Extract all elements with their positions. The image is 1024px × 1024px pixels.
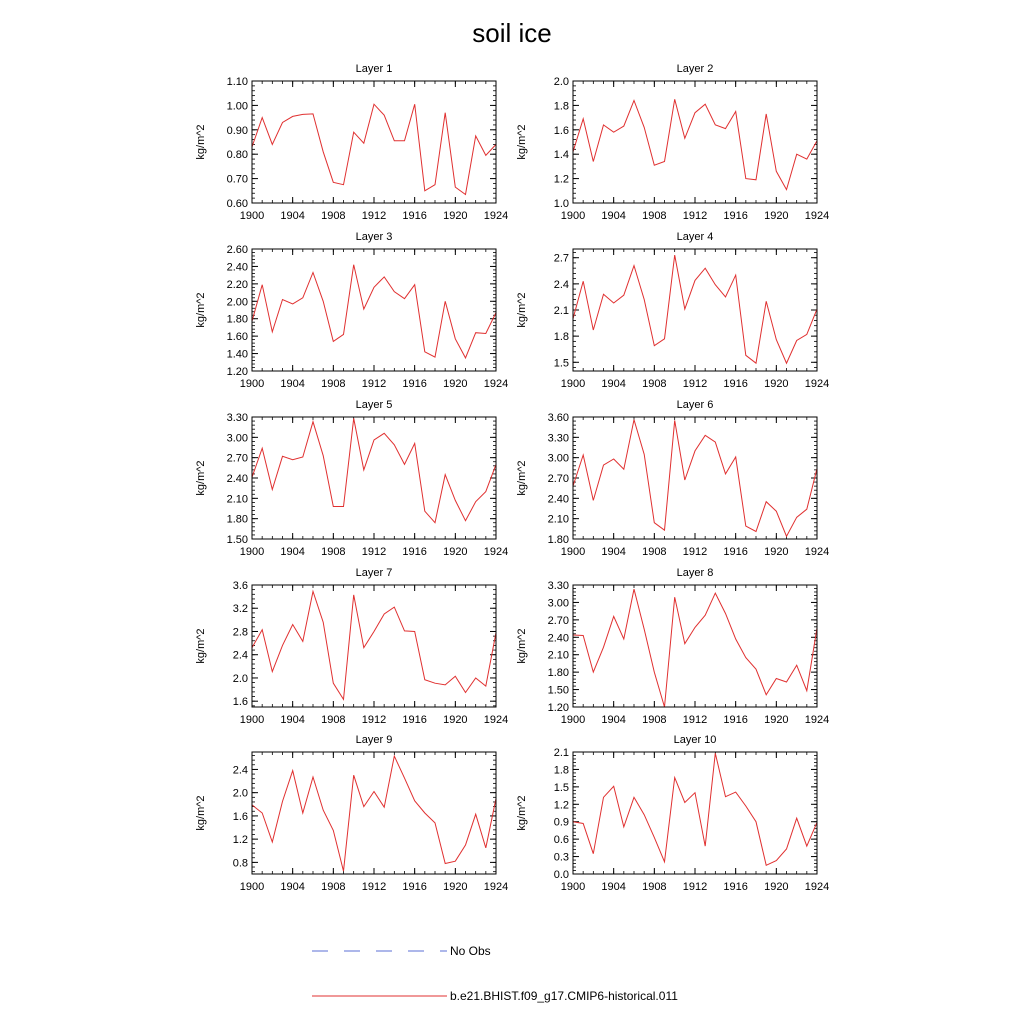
y-tick-label: 1.50 <box>226 534 248 546</box>
y-tick-label: 3.2 <box>232 603 248 616</box>
series-line <box>252 104 496 194</box>
x-tick-label: 1900 <box>239 210 265 222</box>
panel-layer-6 <box>516 399 829 558</box>
x-tick-label: 1920 <box>443 881 468 893</box>
x-tick-label: 1904 <box>280 378 305 390</box>
y-tick-label: 2.0 <box>232 787 248 800</box>
panels <box>195 63 829 893</box>
x-tick-label: 1916 <box>402 378 427 390</box>
plot-frame <box>252 752 496 874</box>
legend <box>312 944 678 1003</box>
y-tick-label: 1.6 <box>232 696 248 709</box>
y-tick-label: 3.60 <box>547 412 569 424</box>
y-tick-label: 1.80 <box>547 667 569 680</box>
x-tick-label: 1912 <box>361 546 387 558</box>
y-tick-label: 0.8 <box>232 857 248 870</box>
y-tick-label: 3.30 <box>547 580 569 592</box>
x-tick-label: 1912 <box>361 210 387 222</box>
y-tick-label: 1.40 <box>226 348 248 361</box>
y-tick-label: 1.80 <box>547 534 569 546</box>
x-tick-label: 1924 <box>483 881 509 893</box>
y-tick-label: 2.70 <box>547 473 569 485</box>
x-tick-label: 1920 <box>764 378 789 390</box>
panel-layer-4 <box>516 231 829 390</box>
x-tick-label: 1908 <box>321 210 346 222</box>
y-tick-label: 2.60 <box>226 244 248 256</box>
x-tick-label: 1916 <box>402 881 427 893</box>
x-tick-label: 1900 <box>560 714 586 726</box>
y-tick-label: 0.60 <box>226 198 248 210</box>
y-tick-label: 1.00 <box>226 100 248 113</box>
x-tick-label: 1912 <box>682 378 708 390</box>
panel-layer-10 <box>516 734 829 893</box>
x-tick-label: 1924 <box>804 546 830 558</box>
y-tick-label: 1.2 <box>553 173 569 186</box>
y-tick-label: 1.20 <box>547 702 569 714</box>
x-tick-label: 1908 <box>642 881 667 893</box>
x-tick-label: 1920 <box>443 714 468 726</box>
x-tick-label: 1904 <box>280 210 305 222</box>
x-tick-label: 1908 <box>642 210 667 222</box>
x-tick-label: 1912 <box>361 378 387 390</box>
series-line <box>573 753 817 865</box>
y-tick-label: 3.30 <box>547 432 569 445</box>
panel-title: Layer 5 <box>355 399 393 411</box>
y-axis-label: kg/m^2 <box>195 795 207 831</box>
x-tick-label: 1920 <box>443 210 468 222</box>
series-line <box>573 255 817 363</box>
y-tick-label: 3.00 <box>547 452 569 465</box>
y-tick-label: 1.80 <box>226 313 248 326</box>
x-tick-label: 1920 <box>443 546 468 558</box>
x-tick-label: 1924 <box>483 378 509 390</box>
y-tick-label: 2.7 <box>553 252 569 265</box>
y-tick-label: 1.60 <box>226 331 248 344</box>
x-tick-label: 1904 <box>601 546 626 558</box>
x-tick-label: 1908 <box>642 714 667 726</box>
x-tick-label: 1924 <box>804 378 830 390</box>
x-tick-label: 1912 <box>361 714 387 726</box>
panel-layer-8 <box>516 567 829 726</box>
x-tick-label: 1904 <box>601 378 626 390</box>
y-tick-label: 1.10 <box>226 76 248 88</box>
y-tick-label: 1.2 <box>553 799 569 812</box>
y-axis-label: kg/m^2 <box>195 124 207 160</box>
x-tick-label: 1904 <box>601 881 626 893</box>
plot-frame <box>573 81 817 203</box>
panel-layer-5 <box>195 399 508 558</box>
panel-title: Layer 1 <box>355 63 393 75</box>
panel-title: Layer 3 <box>355 231 393 243</box>
plot-frame <box>573 585 817 707</box>
x-tick-label: 1900 <box>239 378 265 390</box>
series-line <box>252 591 496 699</box>
x-tick-label: 1904 <box>280 881 305 893</box>
y-tick-label: 3.30 <box>226 412 248 424</box>
x-tick-label: 1924 <box>483 714 509 726</box>
panel-title: Layer 7 <box>355 567 393 579</box>
x-tick-label: 1908 <box>321 546 346 558</box>
y-tick-label: 1.2 <box>232 834 248 847</box>
series-line <box>573 420 817 537</box>
x-tick-label: 1916 <box>723 378 748 390</box>
y-tick-label: 1.20 <box>226 366 248 378</box>
y-tick-label: 2.00 <box>226 296 248 309</box>
y-axis-label: kg/m^2 <box>195 460 207 496</box>
x-tick-label: 1900 <box>239 881 265 893</box>
x-tick-label: 1908 <box>642 546 667 558</box>
x-tick-label: 1908 <box>321 714 346 726</box>
x-tick-label: 1904 <box>601 210 626 222</box>
x-tick-label: 1908 <box>321 881 346 893</box>
panel-title: Layer 2 <box>676 63 714 75</box>
panel-title: Layer 6 <box>676 399 714 411</box>
x-tick-label: 1916 <box>723 881 748 893</box>
y-axis-label: kg/m^2 <box>516 460 528 496</box>
y-tick-label: 1.8 <box>553 331 569 344</box>
y-tick-label: 2.4 <box>553 278 569 291</box>
y-tick-label: 1.8 <box>553 100 569 113</box>
x-tick-label: 1916 <box>723 546 748 558</box>
y-tick-label: 1.5 <box>553 781 569 794</box>
y-tick-label: 2.40 <box>547 632 569 645</box>
x-tick-label: 1916 <box>402 210 427 222</box>
y-tick-label: 2.0 <box>553 76 569 88</box>
x-tick-label: 1924 <box>804 210 830 222</box>
y-tick-label: 0.3 <box>553 851 569 864</box>
x-tick-label: 1916 <box>402 546 427 558</box>
x-tick-label: 1904 <box>601 714 626 726</box>
y-tick-label: 2.40 <box>547 493 569 506</box>
series-line <box>252 265 496 358</box>
y-axis-label: kg/m^2 <box>516 292 528 328</box>
y-tick-label: 0.70 <box>226 173 248 186</box>
x-tick-label: 1900 <box>560 210 586 222</box>
y-tick-label: 2.10 <box>226 493 248 506</box>
panel-title: Layer 9 <box>355 734 393 746</box>
y-tick-label: 1.80 <box>226 513 248 526</box>
x-tick-label: 1924 <box>483 210 509 222</box>
plot-frame <box>252 249 496 371</box>
x-tick-label: 1916 <box>723 210 748 222</box>
y-tick-label: 1.6 <box>232 810 248 823</box>
x-tick-label: 1924 <box>804 714 830 726</box>
x-tick-label: 1904 <box>280 546 305 558</box>
x-tick-label: 1900 <box>560 546 586 558</box>
x-tick-label: 1900 <box>560 378 586 390</box>
panel-title: Layer 10 <box>673 734 717 746</box>
x-tick-label: 1912 <box>682 881 708 893</box>
y-tick-label: 2.4 <box>232 649 248 662</box>
series-line <box>573 99 817 189</box>
y-tick-label: 0.0 <box>553 869 569 881</box>
y-tick-label: 2.10 <box>547 513 569 526</box>
x-tick-label: 1920 <box>764 546 789 558</box>
y-tick-label: 2.70 <box>226 452 248 465</box>
plot-frame <box>573 249 817 371</box>
x-tick-label: 1912 <box>682 714 708 726</box>
x-tick-label: 1900 <box>239 714 265 726</box>
y-tick-label: 2.1 <box>553 305 569 317</box>
y-tick-label: 3.6 <box>232 580 248 592</box>
panel-layer-7 <box>195 567 508 726</box>
y-tick-label: 1.50 <box>547 684 569 697</box>
y-axis-label: kg/m^2 <box>195 292 207 328</box>
y-tick-label: 1.0 <box>553 198 569 210</box>
panel-layer-1 <box>195 63 508 222</box>
y-tick-label: 2.40 <box>226 473 248 485</box>
y-tick-label: 2.1 <box>553 747 569 759</box>
x-tick-label: 1916 <box>723 714 748 726</box>
x-tick-label: 1900 <box>239 546 265 558</box>
plot-frame <box>252 585 496 707</box>
panel-layer-9 <box>195 734 508 893</box>
plot-frame <box>252 81 496 203</box>
x-tick-label: 1908 <box>642 378 667 390</box>
legend-no-obs-label: No Obs <box>450 944 491 958</box>
y-tick-label: 1.5 <box>553 357 569 370</box>
x-tick-label: 1912 <box>682 210 708 222</box>
y-tick-label: 2.10 <box>547 649 569 662</box>
x-tick-label: 1920 <box>764 210 789 222</box>
panel-layer-2 <box>516 63 829 222</box>
y-tick-label: 1.6 <box>553 124 569 137</box>
y-tick-label: 0.90 <box>226 124 248 137</box>
plot-frame <box>252 417 496 539</box>
panel-title: Layer 8 <box>676 567 714 579</box>
y-tick-label: 2.40 <box>226 261 248 274</box>
x-tick-label: 1920 <box>764 881 789 893</box>
y-tick-label: 2.8 <box>232 626 248 639</box>
x-tick-label: 1924 <box>804 881 830 893</box>
x-tick-label: 1924 <box>483 546 509 558</box>
x-tick-label: 1916 <box>402 714 427 726</box>
y-tick-label: 2.70 <box>547 614 569 627</box>
y-tick-label: 1.8 <box>553 764 569 777</box>
panel-title: Layer 4 <box>676 231 714 243</box>
y-tick-label: 2.0 <box>232 672 248 685</box>
x-tick-label: 1920 <box>443 378 468 390</box>
y-tick-label: 1.4 <box>553 149 569 162</box>
x-tick-label: 1920 <box>764 714 789 726</box>
y-axis-label: kg/m^2 <box>516 795 528 831</box>
x-tick-label: 1900 <box>560 881 586 893</box>
y-tick-label: 0.80 <box>226 149 248 162</box>
x-tick-label: 1904 <box>280 714 305 726</box>
x-tick-label: 1912 <box>682 546 708 558</box>
figure-title: soil ice <box>472 18 552 48</box>
y-axis-label: kg/m^2 <box>516 124 528 160</box>
y-tick-label: 2.20 <box>226 278 248 291</box>
panel-layer-3 <box>195 231 508 390</box>
y-tick-label: 2.4 <box>232 764 248 777</box>
series-line <box>573 589 817 707</box>
series-line <box>252 418 496 522</box>
x-tick-label: 1908 <box>321 378 346 390</box>
legend-model-label: b.e21.BHIST.f09_g17.CMIP6-historical.011 <box>450 989 678 1003</box>
series-line <box>252 756 496 871</box>
x-tick-label: 1912 <box>361 881 387 893</box>
y-axis-label: kg/m^2 <box>516 628 528 664</box>
y-tick-label: 3.00 <box>226 432 248 445</box>
y-tick-label: 0.9 <box>553 816 569 829</box>
y-tick-label: 3.00 <box>547 597 569 610</box>
y-axis-label: kg/m^2 <box>195 628 207 664</box>
y-tick-label: 0.6 <box>553 834 569 847</box>
